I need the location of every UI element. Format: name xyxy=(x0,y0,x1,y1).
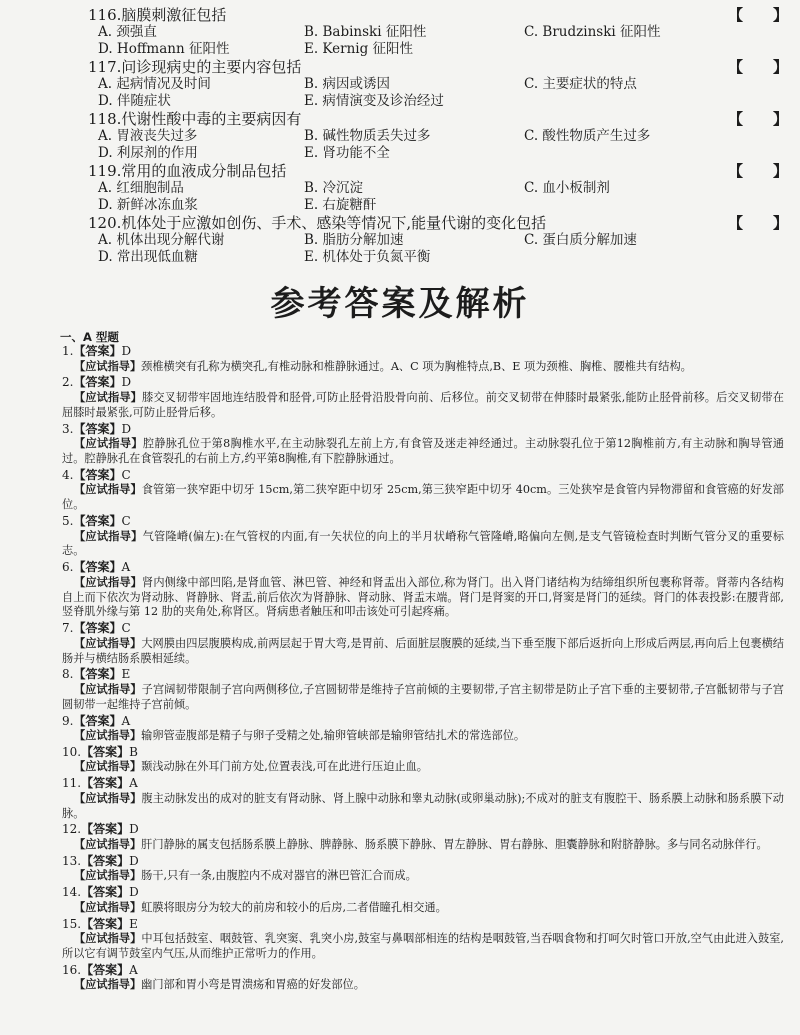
question-option: E. 右旋糖酐 xyxy=(304,197,377,213)
guide-tag: 【应试指导】 xyxy=(74,837,142,852)
question-option: C. 血小板制剂 xyxy=(524,180,610,196)
guide-tag: 【应试指导】 xyxy=(74,574,143,589)
explanation-text: 膝交叉韧带牢固地连结股骨和胫骨,可防止胫骨沿股骨向前、后移位。前交叉韧带在伸膝时最紧张,能防止胫骨前移。后交叉韧带在屈膝时最紧张,可防止胫骨后移。 xyxy=(62,390,784,419)
answer-item xyxy=(62,854,784,884)
explanation xyxy=(62,682,784,713)
answer-bracket: 【 】 xyxy=(728,214,789,232)
explanation xyxy=(62,977,784,993)
answer-value: B xyxy=(129,744,138,759)
explanation-text: 颈椎横突有孔称为横突孔,有椎动脉和椎静脉通过。A、C 项为胸椎特点,B、E 项为颈椎、胸椎、腰椎共有结构。 xyxy=(141,359,692,373)
answer-number: 10. xyxy=(62,744,82,759)
question-block xyxy=(78,6,790,58)
question-option: D. 利尿剂的作用 xyxy=(98,145,198,161)
explanation-text: 中耳包括鼓室、咽鼓管、乳突窦、乳突小房,鼓室与鼻咽部相连的结构是咽鼓管,当吞咽食物和打呵欠时管口开放,空气由此进入鼓室,所以它有调节鼓室内气压,从而维护正常听力的作用。 xyxy=(62,932,784,961)
answer-value: D xyxy=(129,822,139,837)
answer-item xyxy=(62,885,784,915)
question-stem: 117.问诊现病史的主要内容包括 xyxy=(88,58,302,76)
guide-tag: 【应试指导】 xyxy=(74,759,142,774)
explanation-text: 颞浅动脉在外耳门前方处,位置表浅,可在此进行压迫止血。 xyxy=(141,760,428,774)
question-stem: 120.机体处于应激如创伤、手术、感染等情况下,能量代谢的变化包括 xyxy=(88,214,547,232)
answer-value: E xyxy=(129,916,138,931)
answer-number: 9. xyxy=(62,713,74,728)
answer-line xyxy=(62,621,784,636)
answer-line xyxy=(62,560,784,575)
answer-bracket: 【 】 xyxy=(728,110,789,128)
answer-tag: 【答案】 xyxy=(81,962,130,977)
answer-line xyxy=(62,344,784,359)
question-option: A. 起病情况及时间 xyxy=(98,76,211,92)
answer-line xyxy=(62,776,784,791)
explanation xyxy=(62,482,784,513)
answer-tag: 【答案】 xyxy=(73,713,122,728)
answer-number: 11. xyxy=(62,776,82,791)
explanation xyxy=(62,436,784,467)
explanation-text: 幽门部和胃小弯是胃溃疡和胃癌的好发部位。 xyxy=(141,978,365,992)
answer-item xyxy=(62,667,784,712)
question-option: C. Brudzinski 征阳性 xyxy=(524,24,661,40)
answer-tag: 【答案】 xyxy=(81,916,130,931)
question-stem: 118.代谢性酸中毒的主要病因有 xyxy=(88,110,302,128)
explanation xyxy=(62,931,784,962)
answer-tag: 【答案】 xyxy=(81,885,130,900)
explanation xyxy=(62,636,784,667)
answer-item xyxy=(62,822,784,852)
answer-line xyxy=(62,854,784,869)
answer-tag: 【答案】 xyxy=(73,513,122,528)
question-option: B. 碱性物质丢失过多 xyxy=(304,128,431,144)
answer-number: 16. xyxy=(62,962,82,977)
answer-tag: 【答案】 xyxy=(73,344,122,358)
answer-number: 15. xyxy=(62,916,82,931)
question-option: C. 蛋白质分解加速 xyxy=(524,232,637,248)
answer-tag: 【答案】 xyxy=(81,744,130,759)
explanation xyxy=(62,529,784,560)
answer-item xyxy=(62,621,784,666)
answer-value: A xyxy=(121,560,131,575)
answer-value: A xyxy=(121,713,131,728)
answer-line xyxy=(62,822,784,837)
answer-value: D xyxy=(121,421,132,436)
answer-value: C xyxy=(121,513,131,528)
question-option: A. 颈强直 xyxy=(98,24,157,40)
answer-bracket: 【 】 xyxy=(728,6,789,24)
answer-tag: 【答案】 xyxy=(73,667,122,682)
question-block xyxy=(78,110,790,162)
answer-value: D xyxy=(121,375,132,390)
guide-tag: 【应试指导】 xyxy=(74,436,143,451)
answer-value: D xyxy=(121,344,132,358)
explanation xyxy=(62,390,784,421)
answer-tag: 【答案】 xyxy=(73,375,122,390)
answer-line xyxy=(62,422,784,437)
explanation-text: 虹膜将眼房分为较大的前房和较小的后房,二者借瞳孔相交通。 xyxy=(141,900,447,914)
answer-bracket: 【 】 xyxy=(728,162,789,180)
explanation-text: 肾内侧缘中部凹陷,是肾血管、淋巴管、神经和肾盂出入部位,称为肾门。出入肾门诸结构为结缔组织所包裹称肾蒂。肾蒂内各结构自上而下依次为肾动脉、肾静脉、肾盂,前后依次为肾静脉、肾动脉、肾盂末端。肾门是肾窦的开口,肾窦是肾门的延续。肾门的体表投影:在腰背部,竖脊肌外缘与第 12 肋的夹角处,称肾区。肾病患者触压和叩击该处可引起疼痛。 xyxy=(62,575,784,619)
answer-number: 6. xyxy=(62,560,74,575)
answer-line xyxy=(62,745,784,760)
answer-item xyxy=(62,917,784,962)
guide-tag: 【应试指导】 xyxy=(74,790,142,805)
answer-number: 5. xyxy=(62,513,74,528)
explanation-text: 输卵管壶腹部是精子与卵子受精之处,输卵管峡部是输卵管结扎术的常选部位。 xyxy=(141,729,526,743)
answer-value: D xyxy=(129,885,139,900)
question-option: E. 病情演变及诊治经过 xyxy=(304,93,444,109)
answer-item xyxy=(62,344,784,374)
question-list xyxy=(78,6,790,266)
guide-tag: 【应试指导】 xyxy=(74,977,142,992)
explanation xyxy=(62,575,784,620)
question-option: A. 红细胞制品 xyxy=(98,180,184,196)
explanation-text: 子宫阔韧带限制子宫向两侧移位,子宫圆韧带是维持子宫前倾的主要韧带,子宫主韧带是防止子宫下垂的主要韧带,子宫骶韧带与子宫圆韧带一起维持子宫前倾。 xyxy=(62,682,784,711)
answer-item xyxy=(62,714,784,744)
answer-item xyxy=(62,375,784,420)
question-stem: 119.常用的血液成分制品包括 xyxy=(88,162,287,180)
answer-value: A xyxy=(129,776,138,791)
question-block xyxy=(78,162,790,214)
question-option: D. 新鲜冰冻血浆 xyxy=(98,197,198,213)
answer-value: A xyxy=(129,962,138,977)
answer-number: 1. xyxy=(62,344,74,358)
guide-tag: 【应试指导】 xyxy=(74,868,142,883)
explanation xyxy=(62,791,784,822)
guide-tag: 【应试指导】 xyxy=(74,482,142,497)
answer-value: C xyxy=(121,467,131,482)
answer-tag: 【答案】 xyxy=(73,621,122,636)
answer-number: 2. xyxy=(62,375,74,390)
explanation xyxy=(62,359,784,375)
explanation xyxy=(62,759,784,775)
guide-tag: 【应试指导】 xyxy=(74,358,142,373)
answer-number: 7. xyxy=(62,621,74,636)
section-title: 参考答案及解析 xyxy=(270,284,530,324)
explanation-text: 肠干,只有一条,由腹腔内不成对器官的淋巴管汇合而成。 xyxy=(141,869,417,883)
guide-tag: 【应试指导】 xyxy=(74,389,143,404)
explanation-text: 腹主动脉发出的成对的脏支有肾动脉、肾上腺中动脉和睾丸动脉(或卵巢动脉);不成对的脏支有腹腔干、肠系膜上动脉和肠系膜下动脉。 xyxy=(62,791,784,820)
explanation-text: 大网膜由四层腹膜构成,前两层起于胃大弯,是胃前、后面脏层腹膜的延续,当下垂至腹下部后返折向上形成后两层,再向后上包裹横结肠并与横结肠系膜相延续。 xyxy=(62,636,784,665)
answer-item xyxy=(62,963,784,993)
question-option: B. 病因或诱因 xyxy=(304,76,391,92)
guide-tag: 【应试指导】 xyxy=(74,528,143,543)
answer-number: 3. xyxy=(62,421,74,436)
question-option: A. 机体出现分解代谢 xyxy=(98,232,225,248)
explanation xyxy=(62,868,784,884)
explanation xyxy=(62,728,784,744)
explanation-text: 肝门静脉的属支包括肠系膜上静脉、脾静脉、肠系膜下静脉、胃左静脉、胃右静脉、胆囊静脉和附脐静脉。多与同名动脉伴行。 xyxy=(141,838,768,852)
question-option: E. 肾功能不全 xyxy=(304,145,390,161)
guide-tag: 【应试指导】 xyxy=(74,728,142,743)
answer-line xyxy=(62,885,784,900)
guide-tag: 【应试指导】 xyxy=(74,899,142,914)
answer-value: E xyxy=(121,667,131,682)
question-option: A. 胃液丧失过多 xyxy=(98,128,198,144)
guide-tag: 【应试指导】 xyxy=(74,931,142,946)
answer-number: 13. xyxy=(62,853,82,868)
answer-tag: 【答案】 xyxy=(73,467,122,482)
answer-number: 4. xyxy=(62,467,74,482)
explanation-text: 腔静脉孔位于第8胸椎水平,在主动脉裂孔左前上方,有食管及迷走神经通过。主动脉裂孔位于第12胸椎前方,有主动脉和胸导管通过。腔静脉孔在食管裂孔的右前上方,约平第8胸椎,有下腔静脉通过。 xyxy=(62,437,784,465)
answer-item xyxy=(62,745,784,775)
answer-tag: 【答案】 xyxy=(81,822,130,837)
explanation-text: 气管隆嵴(偏左):在气管杈的内面,有一矢状位的向上的半月状嵴称气管隆嵴,略偏向左侧,是支气管镜检查时判断气管分叉的重要标志。 xyxy=(62,529,784,558)
answer-items xyxy=(62,344,784,993)
question-option: D. 伴随症状 xyxy=(98,93,171,109)
question-option: D. Hoffmann 征阳性 xyxy=(98,41,230,57)
question-option: C. 主要症状的特点 xyxy=(524,76,637,92)
question-option: B. Babinski 征阳性 xyxy=(304,24,427,40)
answer-list xyxy=(62,330,784,994)
part-heading: 一、A 型题 xyxy=(60,330,119,344)
answer-number: 8. xyxy=(62,667,74,682)
question-option: B. 脂肪分解加速 xyxy=(304,232,404,248)
question-option: C. 酸性物质产生过多 xyxy=(524,128,651,144)
answer-tag: 【答案】 xyxy=(81,853,130,868)
answer-number: 12. xyxy=(62,822,82,837)
answer-value: C xyxy=(121,621,131,636)
answer-item xyxy=(62,776,784,821)
explanation xyxy=(62,837,784,853)
answer-item xyxy=(62,422,784,467)
answer-item xyxy=(62,468,784,513)
guide-tag: 【应试指导】 xyxy=(74,635,142,650)
answer-line xyxy=(62,963,784,978)
answer-tag: 【答案】 xyxy=(81,776,130,791)
answer-tag: 【答案】 xyxy=(73,421,122,436)
answer-line xyxy=(62,514,784,529)
answer-tag: 【答案】 xyxy=(73,560,122,575)
explanation-text: 食管第一狭窄距中切牙 15cm,第二狭窄距中切牙 25cm,第三狭窄距中切牙 40cm。三处狭窄是食管内异物滞留和食管癌的好发部位。 xyxy=(62,483,784,512)
answer-value: D xyxy=(129,853,139,868)
question-option: D. 常出现低血糖 xyxy=(98,249,198,265)
question-option: E. Kernig 征阳性 xyxy=(304,41,414,57)
answer-item xyxy=(62,514,784,559)
answer-line xyxy=(62,917,784,932)
question-block xyxy=(78,214,790,266)
question-option: B. 冷沉淀 xyxy=(304,180,364,196)
answer-number: 14. xyxy=(62,885,82,900)
question-stem: 116.脑膜刺激征包括 xyxy=(88,6,227,24)
answer-line xyxy=(62,667,784,682)
explanation xyxy=(62,900,784,916)
question-block xyxy=(78,58,790,110)
answer-bracket: 【 】 xyxy=(728,58,789,76)
answer-line xyxy=(62,714,784,729)
answer-line xyxy=(62,375,784,390)
answer-line xyxy=(62,468,784,483)
guide-tag: 【应试指导】 xyxy=(74,681,142,696)
question-option: E. 机体处于负氮平衡 xyxy=(304,249,431,265)
answer-item xyxy=(62,560,784,620)
